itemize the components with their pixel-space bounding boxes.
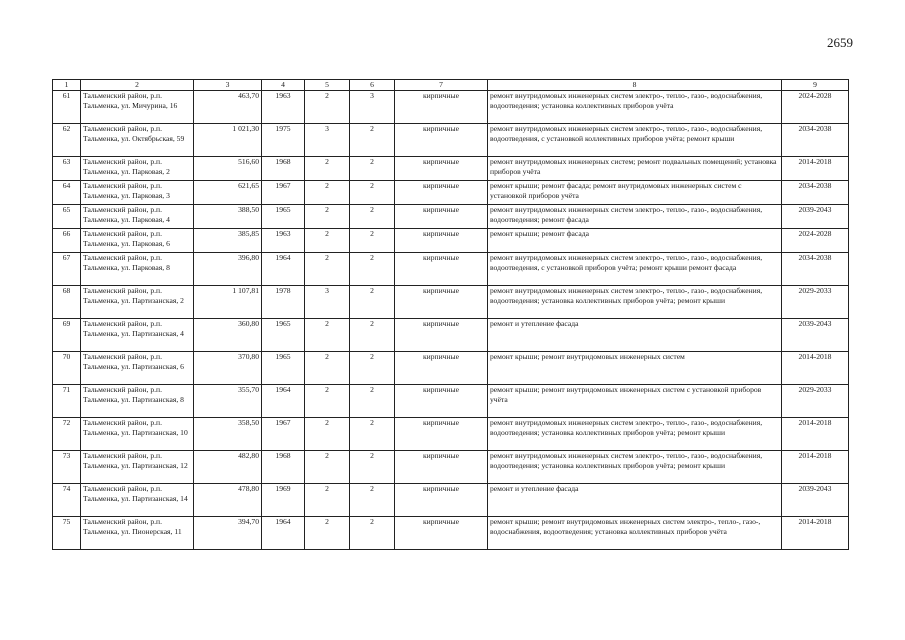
column-header: 7 — [395, 80, 488, 91]
row-repair-works: ремонт внутридомовых инженерных систем электро-, тепло-, газо-, водоснабжения, водоотведения; ремонт фасада — [488, 205, 782, 229]
row-area: 388,50 — [194, 205, 262, 229]
row-number: 64 — [53, 181, 81, 205]
row-column-5: 2 — [305, 352, 350, 385]
row-number: 61 — [53, 91, 81, 124]
row-address: Тальменский район, р.п. Тальменка, ул. Партизанская, 14 — [81, 484, 194, 517]
row-wall-material: кирпичные — [395, 484, 488, 517]
row-repair-works: ремонт и утепление фасада — [488, 484, 782, 517]
row-year: 1964 — [262, 253, 305, 286]
header-row — [53, 80, 849, 91]
row-column-6: 3 — [350, 91, 395, 124]
row-column-6: 2 — [350, 517, 395, 550]
row-period: 2039-2043 — [782, 319, 849, 352]
row-column-6: 2 — [350, 253, 395, 286]
row-wall-material: кирпичные — [395, 451, 488, 484]
table-row — [53, 181, 849, 205]
row-column-5: 2 — [305, 205, 350, 229]
row-column-6: 2 — [350, 124, 395, 157]
row-column-5: 2 — [305, 418, 350, 451]
row-column-5: 3 — [305, 286, 350, 319]
row-column-5: 2 — [305, 319, 350, 352]
row-wall-material: кирпичные — [395, 517, 488, 550]
row-column-6: 2 — [350, 451, 395, 484]
row-period: 2029-2033 — [782, 385, 849, 418]
row-address: Тальменский район, р.п. Тальменка, ул. Партизанская, 4 — [81, 319, 194, 352]
table-row — [53, 205, 849, 229]
row-column-5: 2 — [305, 484, 350, 517]
row-year: 1978 — [262, 286, 305, 319]
row-address: Тальменский район, р.п. Тальменка, ул. Пионерская, 11 — [81, 517, 194, 550]
row-column-6: 2 — [350, 157, 395, 181]
row-number: 65 — [53, 205, 81, 229]
row-number: 68 — [53, 286, 81, 319]
row-repair-works: ремонт и утепление фасада — [488, 319, 782, 352]
row-year: 1967 — [262, 181, 305, 205]
row-number: 70 — [53, 352, 81, 385]
table-row — [53, 484, 849, 517]
row-address: Тальменский район, р.п. Тальменка, ул. Парковая, 6 — [81, 229, 194, 253]
row-wall-material: кирпичные — [395, 205, 488, 229]
table-body — [53, 91, 849, 550]
row-repair-works: ремонт внутридомовых инженерных систем электро-, тепло-, газо-, водоснабжения, водоотведения, с установкой коллективных приборов учёта; ремонт крыши — [488, 124, 782, 157]
row-column-6: 2 — [350, 229, 395, 253]
column-header: 9 — [782, 80, 849, 91]
row-column-5: 2 — [305, 181, 350, 205]
row-address: Тальменский район, р.п. Тальменка, ул. Мичурина, 16 — [81, 91, 194, 124]
table-row — [53, 286, 849, 319]
row-repair-works: ремонт крыши; ремонт фасада — [488, 229, 782, 253]
column-header: 5 — [305, 80, 350, 91]
row-repair-works: ремонт внутридомовых инженерных систем; ремонт подвальных помещений; установка приборов учёта — [488, 157, 782, 181]
table-row — [53, 253, 849, 286]
row-area: 358,50 — [194, 418, 262, 451]
row-area: 385,85 — [194, 229, 262, 253]
row-area: 396,80 — [194, 253, 262, 286]
row-year: 1964 — [262, 517, 305, 550]
row-repair-works: ремонт крыши; ремонт внутридомовых инженерных систем с установкой приборов учёта — [488, 385, 782, 418]
table-row — [53, 418, 849, 451]
row-column-6: 2 — [350, 286, 395, 319]
row-wall-material: кирпичные — [395, 286, 488, 319]
row-period: 2024-2028 — [782, 229, 849, 253]
page-number: 2659 — [827, 35, 853, 50]
row-column-5: 3 — [305, 124, 350, 157]
row-repair-works: ремонт крыши; ремонт внутридомовых инженерных систем — [488, 352, 782, 385]
row-column-5: 2 — [305, 451, 350, 484]
row-number: 74 — [53, 484, 81, 517]
row-year: 1968 — [262, 157, 305, 181]
table-row — [53, 157, 849, 181]
row-repair-works: ремонт внутридомовых инженерных систем электро-, тепло-, газо-, водоснабжения, водоотведения, с установкой приборов учёта; ремонт крыши ремонт фасада — [488, 253, 782, 286]
row-number: 66 — [53, 229, 81, 253]
row-column-6: 2 — [350, 418, 395, 451]
row-year: 1965 — [262, 352, 305, 385]
row-wall-material: кирпичные — [395, 319, 488, 352]
row-column-6: 2 — [350, 205, 395, 229]
row-repair-works: ремонт крыши; ремонт внутридомовых инженерных систем электро-, тепло-, газо-, водоснабжения, водоотведения; установка коллективных приборов учёта — [488, 517, 782, 550]
row-period: 2034-2038 — [782, 181, 849, 205]
table-row — [53, 451, 849, 484]
row-wall-material: кирпичные — [395, 91, 488, 124]
row-area: 463,70 — [194, 91, 262, 124]
row-address: Тальменский район, р.п. Тальменка, ул. Парковая, 3 — [81, 181, 194, 205]
row-year: 1963 — [262, 229, 305, 253]
row-period: 2039-2043 — [782, 205, 849, 229]
row-number: 69 — [53, 319, 81, 352]
building-registry-table — [52, 79, 849, 550]
row-address: Тальменский район, р.п. Тальменка, ул. Парковая, 2 — [81, 157, 194, 181]
row-column-6: 2 — [350, 484, 395, 517]
row-year: 1965 — [262, 319, 305, 352]
row-area: 1 107,81 — [194, 286, 262, 319]
row-repair-works: ремонт крыши; ремонт фасада; ремонт внутридомовых инженерных систем с установкой приборов учёта — [488, 181, 782, 205]
table-row — [53, 229, 849, 253]
row-number: 72 — [53, 418, 81, 451]
row-column-5: 2 — [305, 253, 350, 286]
column-header: 3 — [194, 80, 262, 91]
row-number: 67 — [53, 253, 81, 286]
row-area: 394,70 — [194, 517, 262, 550]
row-period: 2014-2018 — [782, 517, 849, 550]
row-address: Тальменский район, р.п. Тальменка, ул. Октябрьская, 59 — [81, 124, 194, 157]
row-column-5: 2 — [305, 517, 350, 550]
table-row — [53, 517, 849, 550]
row-number: 63 — [53, 157, 81, 181]
row-year: 1963 — [262, 91, 305, 124]
row-period: 2039-2043 — [782, 484, 849, 517]
row-year: 1969 — [262, 484, 305, 517]
row-area: 370,80 — [194, 352, 262, 385]
row-address: Тальменский район, р.п. Тальменка, ул. Партизанская, 6 — [81, 352, 194, 385]
row-period: 2014-2018 — [782, 418, 849, 451]
table-row — [53, 91, 849, 124]
row-address: Тальменский район, р.п. Тальменка, ул. Парковая, 8 — [81, 253, 194, 286]
table-row — [53, 319, 849, 352]
row-column-5: 2 — [305, 385, 350, 418]
row-column-6: 2 — [350, 181, 395, 205]
row-period: 2024-2028 — [782, 91, 849, 124]
row-address: Тальменский район, р.п. Тальменка, ул. Парковая, 4 — [81, 205, 194, 229]
row-year: 1975 — [262, 124, 305, 157]
row-area: 355,70 — [194, 385, 262, 418]
row-wall-material: кирпичные — [395, 385, 488, 418]
row-wall-material: кирпичные — [395, 157, 488, 181]
row-wall-material: кирпичные — [395, 418, 488, 451]
column-header: 4 — [262, 80, 305, 91]
row-number: 62 — [53, 124, 81, 157]
row-repair-works: ремонт внутридомовых инженерных систем электро-, тепло-, газо-, водоснабжения, водоотведения; установка коллективных приборов учёта; ремонт крыши — [488, 451, 782, 484]
row-period: 2034-2038 — [782, 253, 849, 286]
row-repair-works: ремонт внутридомовых инженерных систем электро-, тепло-, газо-, водоснабжения, водоотведения; установка коллективных приборов учёта — [488, 91, 782, 124]
row-address: Тальменский район, р.п. Тальменка, ул. Партизанская, 10 — [81, 418, 194, 451]
row-number: 75 — [53, 517, 81, 550]
row-repair-works: ремонт внутридомовых инженерных систем электро-, тепло-, газо-, водоснабжения, водоотведения; установка коллективных приборов учёта; ремонт крыши — [488, 286, 782, 319]
row-wall-material: кирпичные — [395, 181, 488, 205]
row-period: 2034-2038 — [782, 124, 849, 157]
row-area: 516,60 — [194, 157, 262, 181]
row-column-5: 2 — [305, 91, 350, 124]
row-period: 2014-2018 — [782, 352, 849, 385]
row-year: 1968 — [262, 451, 305, 484]
row-address: Тальменский район, р.п. Тальменка, ул. Партизанская, 2 — [81, 286, 194, 319]
table-row — [53, 124, 849, 157]
row-wall-material: кирпичные — [395, 229, 488, 253]
row-wall-material: кирпичные — [395, 253, 488, 286]
row-address: Тальменский район, р.п. Тальменка, ул. Партизанская, 8 — [81, 385, 194, 418]
row-column-6: 2 — [350, 352, 395, 385]
row-wall-material: кирпичные — [395, 352, 488, 385]
row-column-6: 2 — [350, 385, 395, 418]
row-year: 1964 — [262, 385, 305, 418]
row-repair-works: ремонт внутридомовых инженерных систем электро-, тепло-, газо-, водоснабжения, водоотведения; установка коллективных приборов учёта; ремонт крыши — [488, 418, 782, 451]
row-area: 1 021,30 — [194, 124, 262, 157]
column-header: 8 — [488, 80, 782, 91]
row-area: 360,80 — [194, 319, 262, 352]
row-address: Тальменский район, р.п. Тальменка, ул. Партизанская, 12 — [81, 451, 194, 484]
row-number: 73 — [53, 451, 81, 484]
column-header: 1 — [53, 80, 81, 91]
row-area: 621,65 — [194, 181, 262, 205]
row-column-5: 2 — [305, 229, 350, 253]
table-row — [53, 385, 849, 418]
row-wall-material: кирпичные — [395, 124, 488, 157]
row-column-6: 2 — [350, 319, 395, 352]
table-row — [53, 352, 849, 385]
row-year: 1965 — [262, 205, 305, 229]
row-area: 482,80 — [194, 451, 262, 484]
row-number: 71 — [53, 385, 81, 418]
column-header: 6 — [350, 80, 395, 91]
row-column-5: 2 — [305, 157, 350, 181]
row-period: 2014-2018 — [782, 451, 849, 484]
row-period: 2029-2033 — [782, 286, 849, 319]
column-header: 2 — [81, 80, 194, 91]
row-area: 478,80 — [194, 484, 262, 517]
row-period: 2014-2018 — [782, 157, 849, 181]
row-year: 1967 — [262, 418, 305, 451]
